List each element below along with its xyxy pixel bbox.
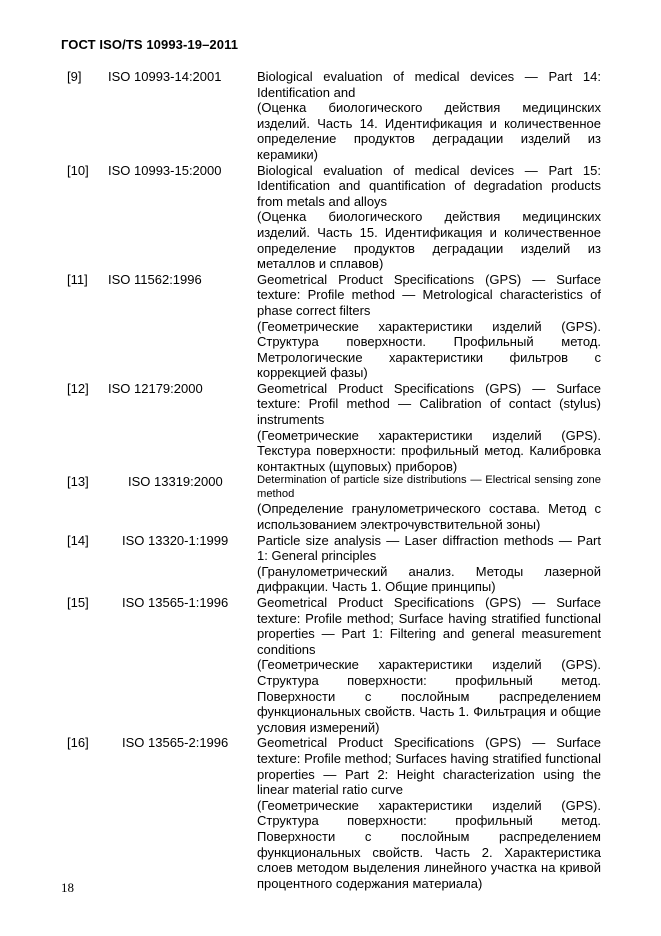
reference-entry <box>61 595 601 735</box>
reference-title <box>257 474 601 532</box>
reference-title <box>257 735 601 891</box>
reference-entry <box>61 69 601 163</box>
standard-designation: ISO 11562:1996 <box>108 271 202 287</box>
reference-number: [11] <box>67 271 88 287</box>
reference-title-en: Geometrical Product Specifications (GPS) — Surface texture: Profile method; Surfaces having stratified functional properties — Part 2: Height characterization using the linear material ratio curve <box>257 735 601 798</box>
bibliography-list <box>61 69 601 891</box>
reference-title-ru: (Геометрические характеристики изделий (GPS). Структура поверхности: профильный метод. Поверхности с послойным распределением функциональных свойств. Часть 2. Характеристика слоев методом выделения линейного участка на кривой процентного содержания материала) <box>257 797 601 891</box>
standard-designation: ISO 12179:2000 <box>108 380 203 396</box>
reference-title-ru: (Геометрические характеристики изделий (GPS). Текстура поверхности: профильный метод. Калибровка контактных (щуповых) приборов) <box>257 427 601 474</box>
reference-entry <box>61 474 601 532</box>
standard-designation: ISO 13565-2:1996 <box>122 735 229 751</box>
reference-title <box>257 163 601 272</box>
reference-title-en: Geometrical Product Specifications (GPS) — Surface texture: Profile method — Metrological characteristics of phase correct filters <box>257 271 601 318</box>
reference-title <box>257 272 601 381</box>
document-header: ГОСТ ISO/TS 10993-19–2011 <box>61 37 239 52</box>
reference-number: [14] <box>67 532 89 548</box>
reference-entry <box>61 735 601 891</box>
reference-title <box>257 533 601 595</box>
page-number: 18 <box>61 880 74 895</box>
reference-title-en: Geometrical Product Specifications (GPS) — Surface texture: Profil method — Calibration of contact (stylus) instruments <box>257 380 601 428</box>
reference-title-ru: (Геометрические характеристики изделий (GPS). Структура поверхности: профильный метод. Поверхности с послойным распределением функциональных свойств. Часть 1. Фильтрация и общие условия измерений) <box>257 657 601 735</box>
reference-title-en: Biological evaluation of medical devices — Part 15: Identification and quantification of degradation products from metals and alloys <box>257 162 601 209</box>
standard-designation: ISO 13319:2000 <box>128 474 223 490</box>
reference-title-ru: (Гранулометрический анализ. Методы лазерной дифракции. Часть 1. Общие принципы) <box>257 563 601 595</box>
reference-entry <box>61 533 601 595</box>
standard-designation: ISO 10993-15:2000 <box>108 162 222 178</box>
reference-entry <box>61 163 601 272</box>
reference-title-en: Biological evaluation of medical devices — Part 14: Identification and <box>257 69 601 100</box>
standard-designation: ISO 10993-14:2001 <box>108 69 222 84</box>
reference-number: [9] <box>67 69 82 84</box>
standard-designation: ISO 13320-1:1999 <box>122 532 229 548</box>
reference-number: [12] <box>67 380 89 396</box>
reference-title-ru: (Оценка биологического действия медицинских изделий. Часть 14. Идентификация и количественное определение продуктов деградации изделий из керамики) <box>257 100 601 162</box>
reference-title <box>257 381 601 475</box>
reference-title-ru: (Определение гранулометрического состава. Метод с использованием электрочувствительной зоны) <box>257 501 601 533</box>
reference-number: [10] <box>67 162 89 178</box>
reference-title-en: Geometrical Product Specifications (GPS) — Surface texture: Profile method; Surface having stratified functional properties — Part 1: Filtering and general measurement conditions <box>257 595 601 657</box>
reference-title <box>257 69 601 163</box>
reference-title-en: Particle size analysis — Laser diffraction methods — Part 1: General principles <box>257 532 601 564</box>
reference-number: [13] <box>67 474 89 490</box>
reference-title-ru: (Геометрические характеристики изделий (GPS). Структура поверхности. Профильный метод. Метрологические характеристики фильтров с коррекцией фазы) <box>257 318 601 381</box>
reference-number: [15] <box>67 595 89 610</box>
standard-designation: ISO 13565-1:1996 <box>122 595 229 610</box>
reference-number: [16] <box>67 735 89 751</box>
reference-entry <box>61 381 601 475</box>
reference-title-en: Determination of particle size distributions — Electrical sensing zone method <box>257 474 601 500</box>
reference-title-ru: (Оценка биологического действия медицинских изделий. Часть 15. Идентификация и количественное определение продуктов деградации изделий из металлов и сплавов) <box>257 209 601 272</box>
reference-title <box>257 595 601 735</box>
reference-entry <box>61 272 601 381</box>
